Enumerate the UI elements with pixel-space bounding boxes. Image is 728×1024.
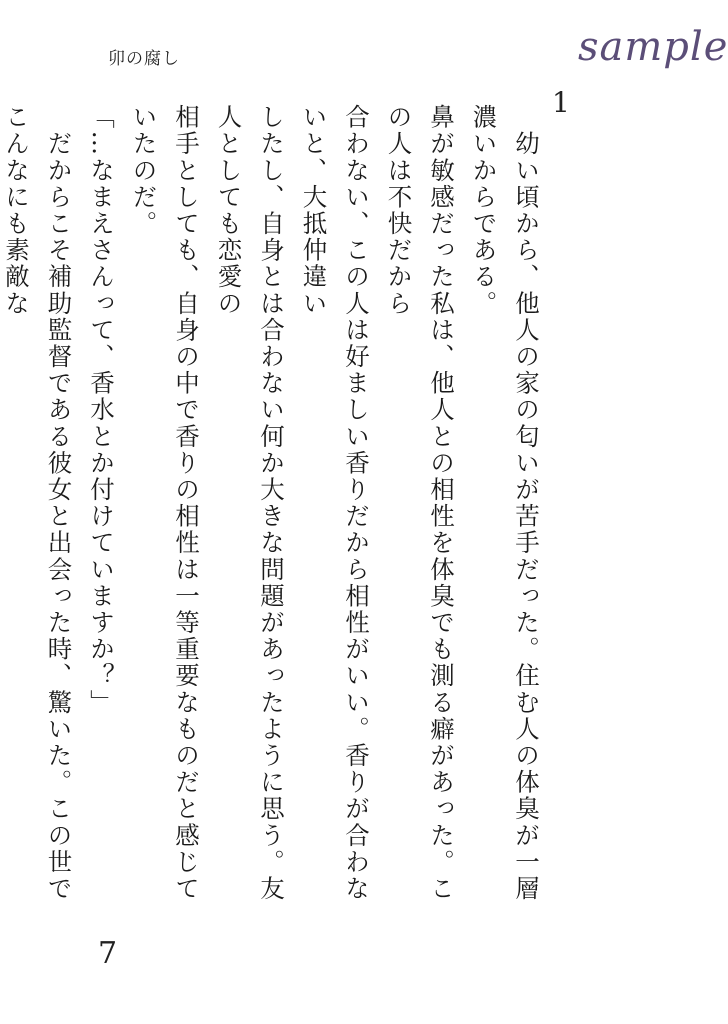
paragraph-line: 鼻が敏感だった私は、他人との相性を体臭でも測る癖があった。この人は不快だから	[384, 104, 456, 902]
paragraph-line: 幼い頃から、他人の家の匂いが苦手だった。住む人の体臭が一層濃いからである。	[469, 104, 541, 902]
paragraph-line: だからこそ補助監督である彼女と出会った時、驚いた。この世でこんなにも素敵な	[2, 104, 74, 902]
body-text	[2, 104, 547, 904]
paragraph-line: 合わない、この人は好ましい香りだから相性がいい。香りが合わないと、大抵仲違い	[299, 104, 371, 902]
paragraph-line: したし、自身とは合わない何か大きな問題があったように思う。友人としても恋愛の	[214, 104, 286, 902]
chapter-number: 1	[552, 86, 570, 119]
running-title: 卯の腐し	[108, 49, 180, 69]
sample-watermark: sample	[578, 24, 728, 70]
page-number: 7	[98, 936, 118, 971]
dialogue-line: 「…なまえさんって、香水とか付けていますか？」	[87, 104, 116, 716]
paragraph-line: 相手としても、自身の中で香りの相性は一等重要なものだと感じていたのだ。	[129, 104, 201, 902]
